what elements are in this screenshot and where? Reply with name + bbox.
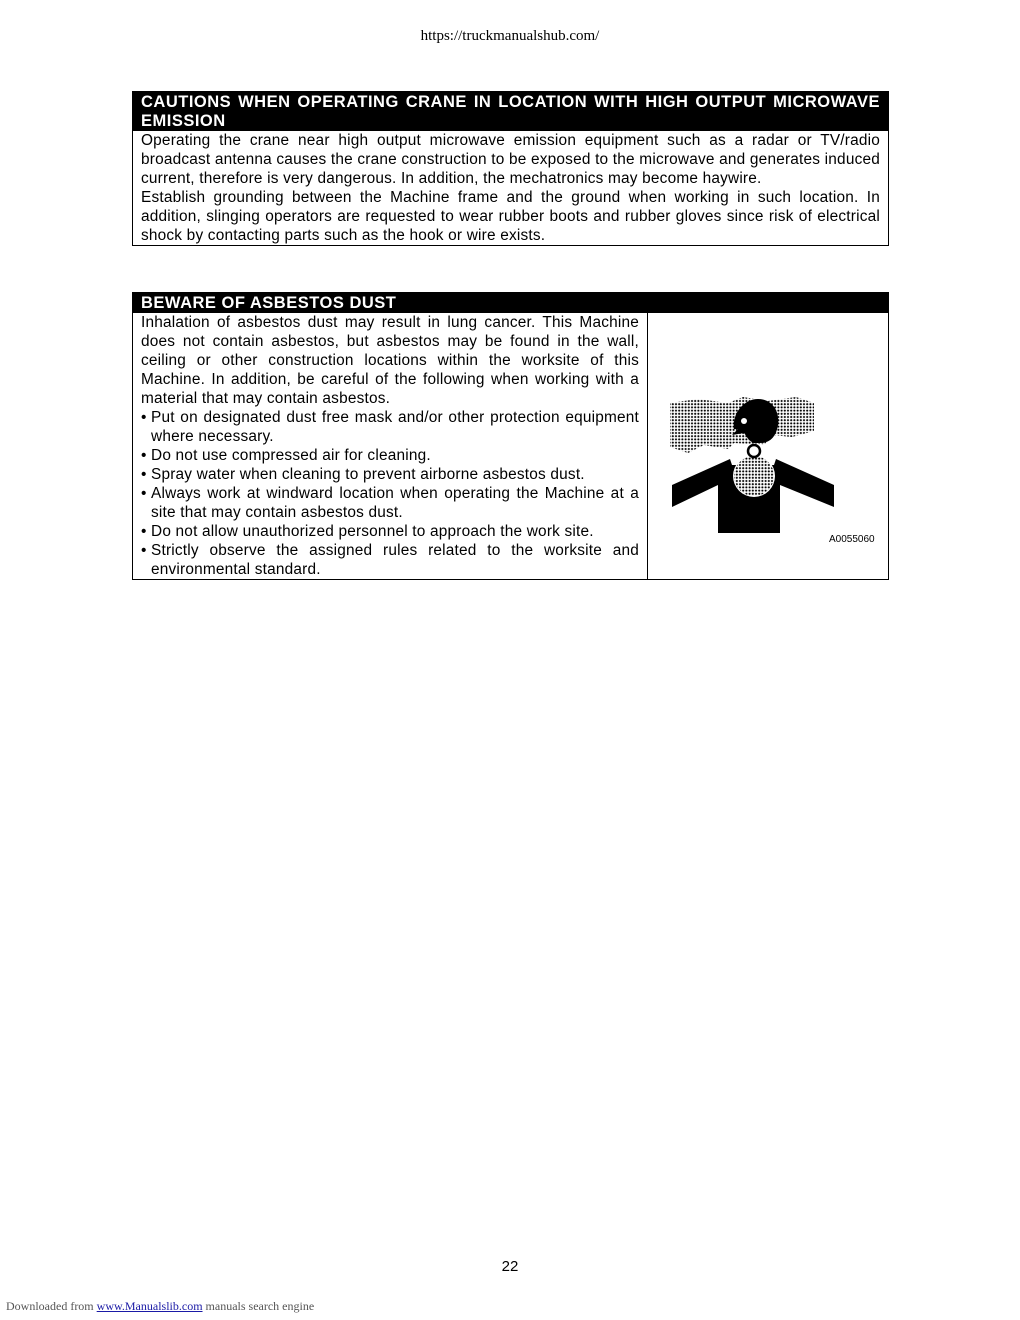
microwave-paragraph-1: Operating the crane near high output microwave emission equipment such as a radar or TV/radio broadcast antenna causes the crane construction to be exposed to the microwave and generates induced current, therefore is very dangerous. In addition, the mechatronics may become haywire. [141,132,880,187]
bullet-icon: • [141,409,147,426]
list-item: • Strictly observe the assigned rules related to the worksite and environmental standard. [141,542,639,578]
figure-code: A0055060 [829,534,875,545]
asbestos-caution-title: BEWARE OF ASBESTOS DUST [133,293,888,313]
asbestos-dust-hazard-icon [668,393,838,533]
asbestos-content-row [133,313,888,579]
manualslib-link[interactable]: www.Manualslib.com [96,1299,203,1313]
list-item: • Do not allow unauthorized personnel to approach the work site. [141,523,594,540]
bullet-icon: • [141,447,147,464]
asbestos-text-cell [133,313,648,579]
bullet-icon: • [141,485,147,502]
list-item: • Always work at windward location when operating the Machine at a site that may contain asbestos dust. [141,485,639,521]
microwave-caution-title: CAUTIONS WHEN OPERATING CRANE IN LOCATION WITH HIGH OUTPUT MICROWAVE EMISSION [133,92,888,131]
list-item: • Put on designated dust free mask and/or other protection equipment where necessary. [141,409,639,445]
microwave-caution-box [132,91,889,246]
list-item: • Do not use compressed air for cleaning. [141,447,431,464]
footer-suffix: manuals search engine [202,1299,315,1313]
microwave-caution-body [133,131,888,245]
microwave-paragraph-2: Establish grounding between the Machine frame and the ground when working in such location. In addition, slinging operators are requested to wear rubber boots and rubber gloves since risk of electrical shock by contacting parts such as the hook or wire exists. [141,189,880,244]
list-item: • Spray water when cleaning to prevent airborne asbestos dust. [141,466,585,483]
bullet-icon: • [141,542,147,559]
bullet-icon: • [141,523,147,540]
bullet-icon: • [141,466,147,483]
asbestos-bullet-list [141,408,639,579]
asbestos-caution-box [132,292,889,580]
asbestos-intro: Inhalation of asbestos dust may result in lung cancer. This Machine does not contain asbestos, but asbestos may be found in the wall, ceiling or other construction locations within the worksite of this Machine. In addition, be careful of the following when working with a material that may contain asbestos. [141,314,639,407]
download-footer [6,1299,314,1314]
footer-prefix: Downloaded from [6,1299,97,1313]
page-number: 22 [501,1258,519,1275]
page-header-url: https://truckmanualshub.com/ [420,28,600,44]
asbestos-figure-cell [648,313,888,579]
